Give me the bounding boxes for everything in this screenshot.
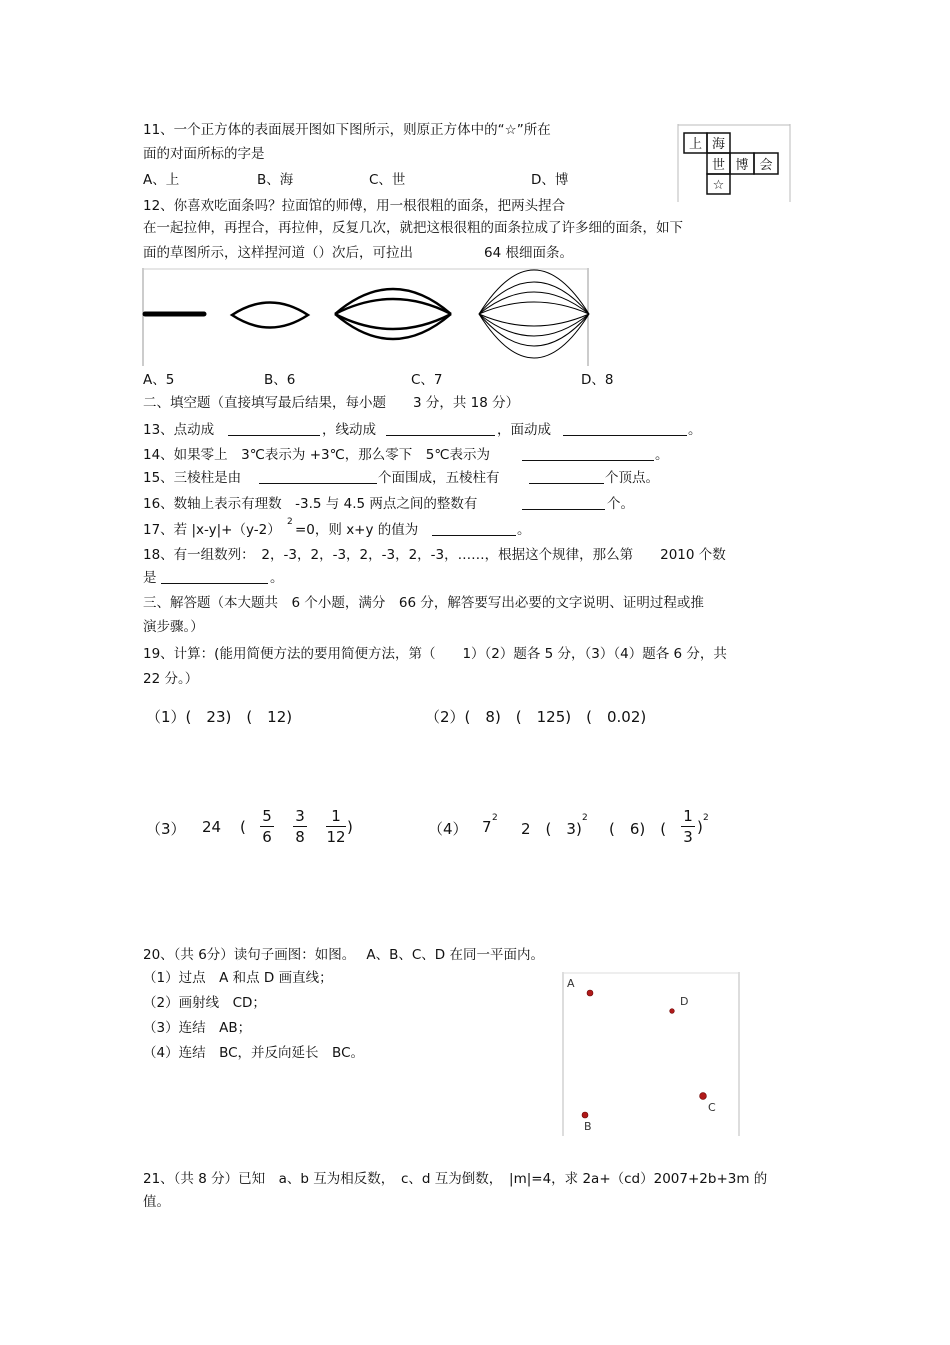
q20-title: 20、（共 6分）读句子画图：如图。 A、B、C、D 在同一平面内。 [143,947,544,963]
q19-frac-1-12 [325,806,347,847]
q13-blank-1 [228,423,320,436]
q17-exponent: 2 [287,517,293,527]
net-cell-star: ☆ [712,178,725,193]
point-label-d: D [680,995,689,1008]
q21-line1: 21、（共 8 分）已知 a、b 互为相反数， c、d 互为倒数， |m|=4，求 2a+（cd）2007+2b+3m 的 [143,1171,768,1187]
q19-part4-rparen: ) [697,818,703,836]
q15-blank-2 [529,471,604,484]
q12-line1: 12、你喜欢吃面条吗？拉面馆的师傅，用一根很粗的面条，把两头捏合 [143,198,566,214]
point-d [670,1009,675,1014]
frac-numerator: 1 [683,807,693,825]
q19-part4-exp2: 2 [582,813,588,823]
q19-part3-lparen: ( [240,818,246,836]
q19-part2: （2）( 8) ( 125) ( 0.02) [425,708,647,726]
q19-part4-6: ( 6) ( [609,820,667,838]
q19-part4-exp3: 2 [703,813,709,823]
q12-line3b: 64 根细面条。 [484,245,573,261]
section2-heading: 二、填空题（直接填写最后结果，每小题 3 分，共 18 分） [143,395,520,411]
q17-a: 17、若 |x-y|+（y-2） [143,522,281,538]
frac-numerator: 3 [295,807,305,825]
q11-option-d: D、博 [531,172,569,188]
q15-b: 个面围成，五棱柱有 [378,470,500,486]
point-label-b: B [584,1120,592,1133]
q16-a: 16、数轴上表示有理数 -3.5 与 4.5 两点之间的整数有 [143,496,478,512]
q15-a: 15、三棱柱是由 [143,470,242,486]
section3-line2: 演步骤。） [143,619,204,635]
q11-option-c: C、世 [369,172,406,188]
q19-part3-rparen: ) [347,818,353,836]
q15-c: 个顶点。 [605,470,659,486]
point-b [582,1112,588,1118]
q19-line2: 22 分。） [143,671,199,687]
q18-line2a: 是 [143,570,157,586]
q13-blank-2 [386,423,495,436]
q20-item-2: （2）画射线 CD； [143,995,266,1011]
q17-c: 。 [517,522,531,538]
q12-option-b: B、6 [264,372,296,388]
q19-part3-label: （3） [146,820,186,838]
q13-blank-3 [563,423,687,436]
q11-option-b: B、海 [257,172,294,188]
net-cell-shi: 世 [711,158,726,173]
net-cell-hui: 会 [759,158,773,173]
point-a [587,990,593,996]
q19-line1: 19、计算：(能用简便方法的要用简便方法，第（ 1）（2）题各 5 分，（3）（4）题各 6 分，共 [143,646,727,662]
q19-part4-label: （4） [428,820,468,838]
q20-item-1: （1）过点 A 和点 D 画直线； [143,970,333,986]
q13-d: 。 [688,422,702,438]
q18-line1: 18、有一组数列： 2，-3，2，-3，2，-3，2，-3，……，根据这个规律，那么第 2010 个数 [143,547,726,563]
net-cell-shang: 上 [688,137,703,152]
q19-part4-exp1: 2 [492,813,498,823]
net-cell-bo: 博 [735,158,749,173]
point-label-a: A [567,977,575,990]
q17-b: =0，则 x+y 的值为 [295,522,419,538]
q19-frac-1-3 [679,806,697,847]
q11-line2: 面的对面所标的字是 [143,146,265,162]
frac-denominator: 12 [326,828,346,846]
q12-option-c: C、7 [411,372,443,388]
q14-b: 。 [655,447,669,463]
q19-part4-2: 2 ( 3) [521,820,582,838]
q13-a: 13、点动成 [143,422,215,438]
q19-frac-5-6 [258,806,276,847]
q18-blank [161,571,268,584]
q12-option-d: D、8 [581,372,614,388]
q16-b: 个。 [607,496,634,512]
points-figure [562,972,742,1136]
q16-blank [522,497,605,510]
q20-item-4: （4）连结 BC，并反向延长 BC。 [143,1045,364,1061]
point-c [700,1093,707,1100]
net-cell-hai: 海 [711,137,726,152]
q13-c: ，面动成 [497,422,551,438]
q17-blank [432,523,516,536]
q19-frac-3-8 [291,806,309,847]
q14-blank [522,448,654,461]
frac-denominator: 3 [683,828,693,846]
point-label-c: C [708,1101,716,1114]
q13-b: ，线动成 [322,422,376,438]
q20-item-3: （3）连结 AB； [143,1020,252,1036]
frac-numerator: 1 [331,807,341,825]
frac-numerator: 5 [262,807,272,825]
section3-line1: 三、解答题（本大题共 6 个小题，满分 66 分，解答要写出必要的文字说明、证明过程或推 [143,595,704,611]
q15-blank-1 [259,471,377,484]
frac-denominator: 8 [295,828,305,846]
q19-part3-24: 24 [202,818,222,836]
cube-net-figure [676,124,792,202]
q21-line2: 值。 [143,1194,170,1210]
noodle-figure [142,268,590,366]
q12-line3a: 面的草图所示，这样捏河道（）次后，可拉出 [143,245,413,261]
frac-denominator: 6 [262,828,272,846]
q19-part4-7: 7 [482,818,492,836]
q14-a: 14、如果零上 3℃表示为 +3℃，那么零下 5℃表示为 [143,447,491,463]
q11-line1: 11、一个正方体的表面展开图如下图所示，则原正方体中的“☆”所在 [143,122,551,138]
q18-line2b: 。 [270,570,284,586]
q11-option-a: A、上 [143,172,180,188]
q12-option-a: A、5 [143,372,175,388]
q12-line2: 在一起拉伸，再捏合，再拉伸，反复几次，就把这根很粗的面条拉成了许多细的面条，如下 [143,220,683,236]
q19-part1: （1）( 23) ( 12) [146,708,293,726]
